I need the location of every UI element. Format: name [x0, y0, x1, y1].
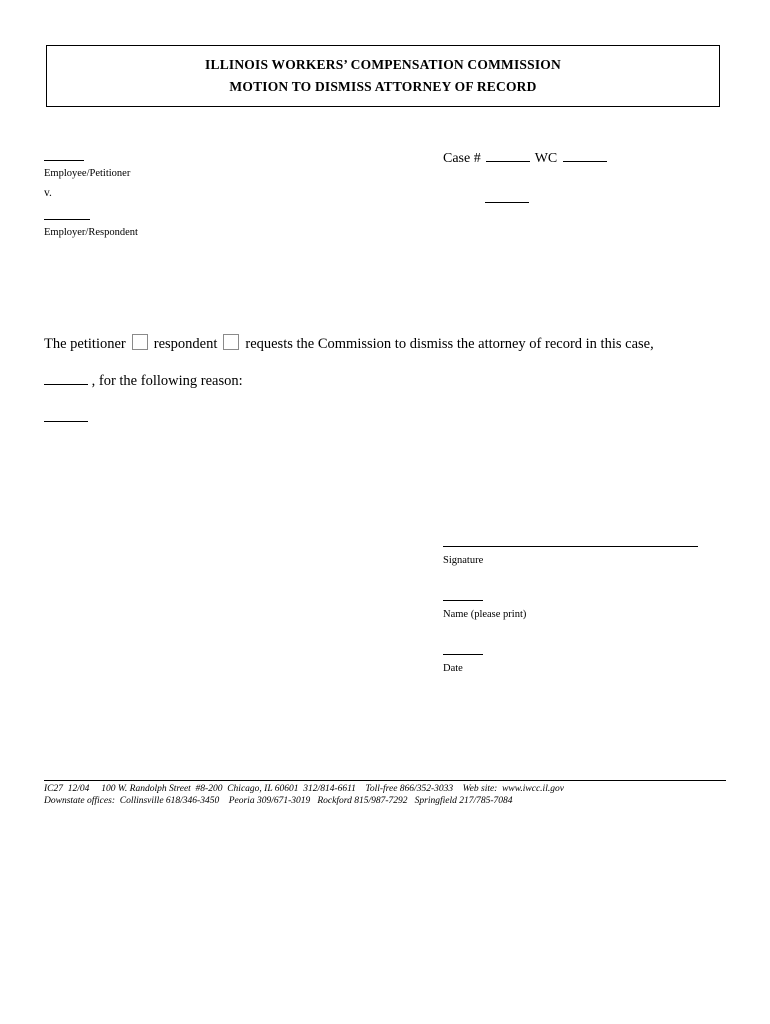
employer-label: Employer/Respondent: [44, 227, 138, 238]
case-number-line-2: [485, 189, 743, 210]
reason-line: [44, 370, 704, 392]
name-label: Name (please print): [443, 609, 527, 620]
caption-spacer: [44, 201, 374, 207]
petitioner-text: The petitioner: [44, 336, 126, 352]
respondent-text: respondent: [153, 336, 218, 352]
reason-blank-1[interactable]: [44, 371, 88, 385]
motion-statement: [44, 333, 704, 355]
name-blank[interactable]: [443, 588, 483, 601]
reason-blank-2[interactable]: [44, 408, 88, 422]
employer-name-blank[interactable]: [44, 207, 90, 220]
case-number-line: [443, 148, 743, 169]
header-title-line-1: ILLINOIS WORKERS’ COMPENSATION COMMISSION: [205, 57, 561, 72]
footer-line-2: Downstate offices: Collinsville 618/346-3450 Peoria 309/671-3019 Rockford 815/987-7292 Springfield 217/785-7084: [44, 796, 513, 806]
reason-line-2: [44, 408, 88, 427]
case-prefix-label: Case #: [443, 151, 481, 166]
signature-blank[interactable]: [443, 534, 698, 547]
respondent-checkbox[interactable]: [223, 334, 239, 350]
case-number-blank-1[interactable]: [486, 148, 530, 162]
case-number-blank-2[interactable]: [563, 148, 607, 162]
petitioner-checkbox[interactable]: [132, 334, 148, 350]
header-title-line-2: MOTION TO DISMISS ATTORNEY OF RECORD: [229, 79, 537, 94]
footer-line-1: IC27 12/04 100 W. Randolph Street #8-200 Chicago, IL 60601 312/814-6611 Toll-free 866/352-3033 Web site: www.iwcc.il.gov: [44, 784, 564, 794]
footer: [44, 780, 726, 807]
signature-block: [443, 534, 743, 676]
case-middle-label: WC: [534, 151, 558, 166]
footer-divider: [44, 780, 726, 781]
signature-label: Signature: [443, 555, 484, 566]
date-blank[interactable]: [443, 642, 483, 655]
motion-statement-tail: requests the Commission to dismiss the attorney of record in this case,: [245, 336, 654, 352]
signature-spacer-1: [443, 568, 743, 588]
header-box: [46, 45, 720, 107]
reason-line-text: , for the following reason:: [91, 373, 243, 389]
signature-spacer-2: [443, 622, 743, 642]
versus-label: v.: [44, 187, 52, 199]
case-number-blank-3[interactable]: [485, 189, 529, 203]
date-label: Date: [443, 663, 463, 674]
caption-party-block: [44, 148, 374, 240]
employee-name-blank[interactable]: [44, 148, 84, 161]
case-number-block: [443, 148, 743, 210]
employee-label: Employee/Petitioner: [44, 168, 131, 179]
